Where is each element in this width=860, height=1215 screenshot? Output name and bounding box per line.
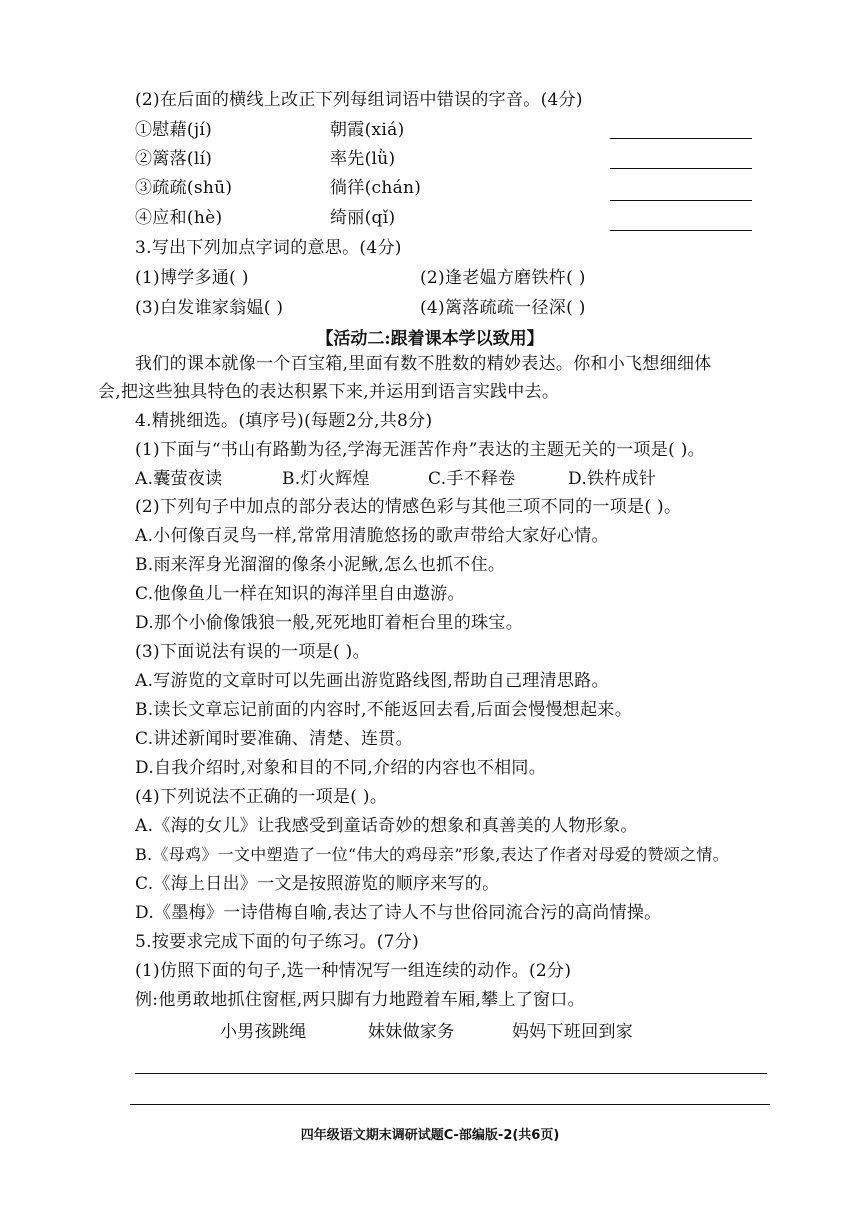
q4-s3-option-d: D.自我介绍时,对象和目的不同,介绍的内容也不相同。 xyxy=(135,758,547,778)
q2-row2-right: 率先(lǜ) xyxy=(330,149,396,169)
q2-row3-left: ③疏疏(shū) xyxy=(135,178,233,198)
q4-s3-option-b: B.读长文章忘记前面的内容时,不能返回去看,后面会慢慢想起来。 xyxy=(135,700,633,720)
q5-s1-instruction: (1)仿照下面的句子,选一种情况写一组连续的动作。(2分) xyxy=(135,961,572,981)
footer-rule xyxy=(130,1104,770,1105)
q4-s4-option-c: C.《海上日出》一文是按照游览的顺序来写的。 xyxy=(135,874,500,894)
q2-row2-left: ②篱落(lí) xyxy=(135,149,213,169)
activity2-heading: 【活动二:跟着课本学以致用】 xyxy=(316,329,544,349)
q2-title: (2)在后面的横线上改正下列每组词语中错误的字音。(4分) xyxy=(135,90,583,110)
q3-item4: (4)篱落疏疏一径深( ) xyxy=(420,298,586,318)
q4-s2-option-c: C.他像鱼儿一样在知识的海洋里自由遨游。 xyxy=(135,584,465,604)
q4-s1-option-b: B.灯火辉煌 xyxy=(282,469,370,489)
q4-s3-stem: (3)下面说法有误的一项是( )。 xyxy=(135,642,370,662)
q2-row3-right: 徜徉(chán) xyxy=(330,178,422,198)
q5-answer-line[interactable] xyxy=(135,1073,767,1074)
q2-row4-answer-line[interactable] xyxy=(610,230,752,231)
q2-row3-answer-line[interactable] xyxy=(610,200,752,201)
q3-title: 3.写出下列加点字词的意思。(4分) xyxy=(135,238,402,258)
q4-s1-option-d: D.铁杵成针 xyxy=(568,469,657,489)
q4-s2-option-a: A.小何像百灵鸟一样,常常用清脆悠扬的歌声带给大家好心情。 xyxy=(135,526,609,546)
q5-example: 例:他勇敢地抓住窗框,两只脚有力地蹬着车厢,攀上了窗口。 xyxy=(135,990,585,1010)
q4-s2-stem: (2)下列句子中加点的部分表达的情感色彩与其他三项不同的一项是( )。 xyxy=(135,497,682,517)
q5-choice-1: 小男孩跳绳 xyxy=(220,1022,307,1042)
activity2-intro-line2: 会,把这些独具特色的表达积累下来,并运用到语言实践中去。 xyxy=(98,382,560,402)
q3-item2: (2)逢老媪方磨铁杵( ) xyxy=(420,268,586,288)
q4-s2-option-d: D.那个小偷像饿狼一般,死死地盯着柜台里的珠宝。 xyxy=(135,613,524,633)
q4-s4-stem: (4)下列说法不正确的一项是( )。 xyxy=(135,787,388,807)
q5-title: 5.按要求完成下面的句子练习。(7分) xyxy=(135,932,419,952)
q4-s1-option-c: C.手不释卷 xyxy=(428,469,516,489)
q4-s1-option-a: A.囊萤夜读 xyxy=(135,469,223,489)
q4-title: 4.精挑细选。(填序号)(每题2分,共8分) xyxy=(135,411,433,431)
q2-row1-right: 朝霞(xiá) xyxy=(330,120,405,140)
q4-s2-option-b: B.雨来浑身光溜溜的像条小泥鳅,怎么也抓不住。 xyxy=(135,555,506,575)
q4-s4-option-d: D.《墨梅》一诗借梅自喻,表达了诗人不与世俗同流合污的高尚情操。 xyxy=(135,903,662,923)
q2-row4-left: ④应和(hè) xyxy=(135,208,223,228)
q5-choice-3: 妈妈下班回到家 xyxy=(512,1022,634,1042)
q4-s3-option-a: A.写游览的文章时可以先画出游览路线图,帮助自己理清思路。 xyxy=(135,671,609,691)
q4-s1-stem: (1)下面与“书山有路勤为径,学海无涯苦作舟”表达的主题无关的一项是( )。 xyxy=(135,440,705,460)
q2-row2-answer-line[interactable] xyxy=(610,168,752,169)
q3-item1: (1)博学多通( ) xyxy=(135,268,249,288)
q2-row4-right: 绮丽(qǐ) xyxy=(330,208,396,228)
q4-s3-option-c: C.讲述新闻时要准确、清楚、连贯。 xyxy=(135,729,413,749)
activity2-intro-line1: 我们的课本就像一个百宝箱,里面有数不胜数的精妙表达。你和小飞想细细体 xyxy=(135,354,712,374)
q2-row1-answer-line[interactable] xyxy=(610,138,752,139)
q2-row1-left: ①慰藉(jí) xyxy=(135,120,213,140)
q4-s4-option-a: A.《海的女儿》让我感受到童话奇妙的想象和真善美的人物形象。 xyxy=(135,816,638,836)
q3-item3: (3)白发谁家翁媪( ) xyxy=(135,298,284,318)
q4-s4-option-b: B.《母鸡》一文中塑造了一位“伟大的鸡母亲”形象,表达了作者对母爱的赞颂之情。 xyxy=(135,845,729,864)
q5-choice-2: 妹妹做家务 xyxy=(368,1022,455,1042)
page-footer: 四年级语文期末调研试题C-部编版-2(共6页) xyxy=(300,1128,560,1143)
